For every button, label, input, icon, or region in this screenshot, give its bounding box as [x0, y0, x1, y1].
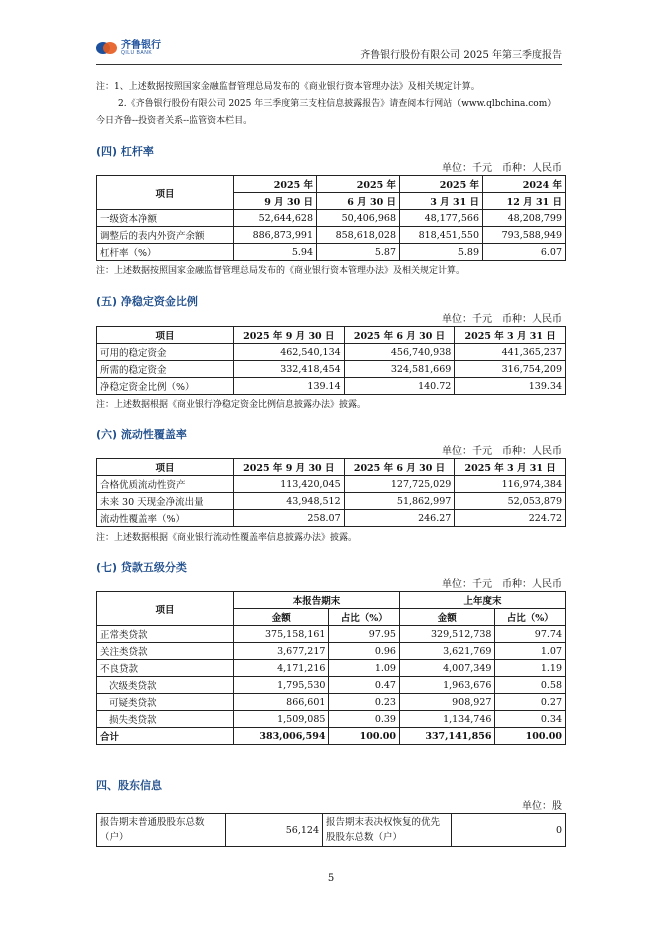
cell-value: 908,927 [399, 694, 494, 711]
note-line: 今日齐鲁--投资者关系--监管资本栏目。 [96, 116, 253, 126]
cell-value: 0.23 [329, 694, 400, 711]
cell-value: 127,725,029 [344, 476, 455, 493]
shareholders-table [96, 813, 566, 847]
note-line: 注：1、上述数据按照国家金融监督管理总局发布的《商业银行资本管理办法》及相关规定计算。 [96, 82, 480, 92]
cell-value: 52,053,879 [455, 493, 566, 510]
page-number: 5 [327, 873, 335, 884]
header-item: 项目 [97, 176, 234, 210]
table-header-row [97, 176, 566, 193]
row-label: 损失类贷款 [97, 711, 234, 728]
unit-label: 单位：股 [522, 801, 562, 812]
table-row [97, 626, 566, 643]
table-row [97, 493, 566, 510]
col-header: 2025 年 [234, 176, 317, 193]
logo-name-cn: 齐鲁银行 [121, 39, 161, 51]
table-row [97, 476, 566, 493]
table-header-row [97, 592, 566, 609]
unit-label: 单位：千元 币种：人民币 [442, 446, 562, 457]
cell-value: 43,948,512 [234, 493, 345, 510]
cell-value: 5.87 [317, 244, 400, 261]
row-label: 杠杆率（%） [97, 244, 234, 261]
col-header: 2025 年 3 月 31 日 [455, 327, 566, 344]
cell-value: 56,124 [226, 814, 323, 847]
cell-value: 5.94 [234, 244, 317, 261]
cell-value: 48,177,566 [400, 210, 483, 227]
unit-label: 单位：千元 币种：人民币 [442, 163, 562, 174]
cell-value: 456,740,938 [344, 344, 455, 361]
total-value: 100.00 [495, 728, 566, 745]
col-header: 2025 年 6 月 30 日 [344, 327, 455, 344]
unit-label: 单位：千元 币种：人民币 [442, 314, 562, 325]
col-header: 2025 年 [400, 176, 483, 193]
row-label: 一级资本净额 [97, 210, 234, 227]
section-title-loans: (七) 贷款五级分类 [96, 561, 187, 574]
row-label: 可疑类贷款 [97, 694, 234, 711]
table-row [97, 344, 566, 361]
col-header: 2025 年 3 月 31 日 [455, 459, 566, 476]
cell-value: 4,171,216 [234, 660, 329, 677]
cell-value: 1.19 [495, 660, 566, 677]
section-title-leverage: (四) 杠杆率 [96, 145, 154, 158]
table-note: 注：上述数据根据《商业银行净稳定资金比例信息披露办法》披露。 [96, 400, 367, 410]
cell-value: 793,588,949 [483, 227, 566, 244]
cell-value: 5.89 [400, 244, 483, 261]
cell-value: 0.39 [329, 711, 400, 728]
section-title-lcr: (六) 流动性覆盖率 [96, 428, 187, 441]
row-label: 报告期末普通股股东总数（户） [97, 814, 226, 847]
cell-value: 332,418,454 [234, 361, 345, 378]
cell-value: 375,158,161 [234, 626, 329, 643]
cell-value: 139.34 [455, 378, 566, 395]
lcr-table [96, 458, 566, 527]
cell-value: 48,208,799 [483, 210, 566, 227]
col-header: 3 月 31 日 [400, 193, 483, 210]
col-header: 2024 年 [483, 176, 566, 193]
section-title-shareholders: 四、股东信息 [96, 779, 162, 792]
cell-value: 113,420,045 [234, 476, 345, 493]
total-value: 337,141,856 [399, 728, 494, 745]
table-note: 注：上述数据按照国家金融监督管理总局发布的《商业银行资本管理办法》及相关规定计算。 [96, 266, 466, 276]
total-value: 383,006,594 [234, 728, 329, 745]
cell-value: 97.95 [329, 626, 400, 643]
cell-value: 6.07 [483, 244, 566, 261]
cell-value: 0.27 [495, 694, 566, 711]
col-header: 2025 年 6 月 30 日 [344, 459, 455, 476]
row-label: 正常类贷款 [97, 626, 234, 643]
cell-value: 0.47 [329, 677, 400, 694]
row-label: 调整后的表内外资产余额 [97, 227, 234, 244]
table-header-row [97, 327, 566, 344]
table-row [97, 227, 566, 244]
row-label: 合格优质流动性资产 [97, 476, 234, 493]
cell-value: 886,873,991 [234, 227, 317, 244]
col-header: 9 月 30 日 [234, 193, 317, 210]
report-title: 齐鲁银行股份有限公司 2025 年第三季度报告 [360, 50, 562, 61]
cell-value: 441,365,237 [455, 344, 566, 361]
table-total-row [97, 728, 566, 745]
col-header: 金额 [234, 609, 329, 626]
cell-value: 858,618,028 [317, 227, 400, 244]
cell-value: 0 [452, 814, 566, 847]
table-row [97, 361, 566, 378]
cell-value: 329,512,738 [399, 626, 494, 643]
page-header [96, 40, 562, 65]
cell-value: 50,406,968 [317, 210, 400, 227]
nsfr-table [96, 326, 566, 395]
table-row [97, 510, 566, 527]
row-label: 净稳定资金比例（%） [97, 378, 234, 395]
unit-label: 单位：千元 币种：人民币 [442, 579, 562, 590]
col-header: 2025 年 9 月 30 日 [234, 459, 345, 476]
cell-value: 3,621,769 [399, 643, 494, 660]
row-label: 流动性覆盖率（%） [97, 510, 234, 527]
cell-value: 258.07 [234, 510, 345, 527]
row-label: 关注类贷款 [97, 643, 234, 660]
header-item: 项目 [97, 459, 234, 476]
col-header: 12 月 31 日 [483, 193, 566, 210]
leverage-table [96, 175, 566, 261]
cell-value: 0.34 [495, 711, 566, 728]
col-header: 2025 年 [317, 176, 400, 193]
col-header: 占比（%） [495, 609, 566, 626]
cell-value: 52,644,628 [234, 210, 317, 227]
cell-value: 51,862,997 [344, 493, 455, 510]
table-row [97, 814, 566, 847]
table-row [97, 643, 566, 660]
loan-classification-table [96, 591, 566, 745]
cell-value: 1.09 [329, 660, 400, 677]
col-header: 金额 [399, 609, 494, 626]
total-value: 100.00 [329, 728, 400, 745]
row-label: 未来 30 天现金净流出量 [97, 493, 234, 510]
group-header-prior: 上年度末 [399, 592, 565, 609]
cell-value: 818,451,550 [400, 227, 483, 244]
cell-value: 316,754,209 [455, 361, 566, 378]
cell-value: 246.27 [344, 510, 455, 527]
cell-value: 4,007,349 [399, 660, 494, 677]
cell-value: 1,134,746 [399, 711, 494, 728]
row-label: 所需的稳定资金 [97, 361, 234, 378]
header-item: 项目 [97, 592, 234, 626]
cell-value: 139.14 [234, 378, 345, 395]
cell-value: 3,677,217 [234, 643, 329, 660]
cell-value: 1.07 [495, 643, 566, 660]
row-label: 次级类贷款 [97, 677, 234, 694]
cell-value: 1,795,530 [234, 677, 329, 694]
header-item: 项目 [97, 327, 234, 344]
cell-value: 224.72 [455, 510, 566, 527]
table-header-row [97, 459, 566, 476]
cell-value: 324,581,669 [344, 361, 455, 378]
cell-value: 0.96 [329, 643, 400, 660]
row-label: 不良贷款 [97, 660, 234, 677]
cell-value: 116,974,384 [455, 476, 566, 493]
section-title-nsfr: (五) 净稳定资金比例 [96, 295, 198, 308]
row-label: 可用的稳定资金 [97, 344, 234, 361]
cell-value: 1,963,676 [399, 677, 494, 694]
bank-logo-icon [96, 40, 118, 56]
table-row [97, 210, 566, 227]
logo-name-en: QILU BANK [121, 49, 153, 56]
table-row [97, 677, 566, 694]
col-header: 2025 年 9 月 30 日 [234, 327, 345, 344]
bank-logo [96, 40, 161, 56]
row-label: 报告期末表决权恢复的优先股股东总数（户） [323, 814, 452, 847]
table-row [97, 660, 566, 677]
table-note: 注：上述数据根据《商业银行流动性覆盖率信息披露办法》披露。 [96, 533, 358, 543]
col-header: 6 月 30 日 [317, 193, 400, 210]
cell-value: 0.58 [495, 677, 566, 694]
col-header: 占比（%） [329, 609, 400, 626]
table-row [97, 711, 566, 728]
cell-value: 140.72 [344, 378, 455, 395]
table-row [97, 694, 566, 711]
note-line: 2.《齐鲁银行股份有限公司 2025 年三季度第三支柱信息披露报告》请查阅本行网站（www.qlbchina.com） [118, 99, 557, 109]
table-row [97, 378, 566, 395]
total-label: 合计 [97, 728, 234, 745]
cell-value: 97.74 [495, 626, 566, 643]
table-row [97, 244, 566, 261]
group-header-current: 本报告期末 [234, 592, 400, 609]
cell-value: 1,509,085 [234, 711, 329, 728]
cell-value: 462,540,134 [234, 344, 345, 361]
cell-value: 866,601 [234, 694, 329, 711]
